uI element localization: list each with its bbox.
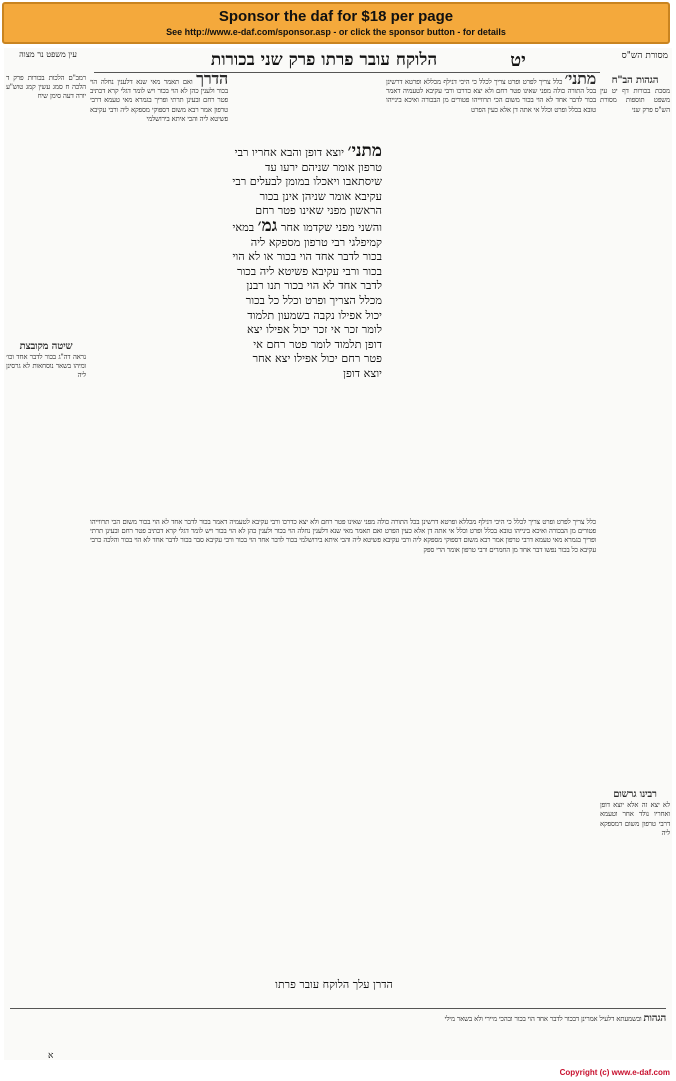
copyright-link[interactable]: Copyright (c) www.e-daf.com — [559, 1068, 670, 1077]
mishna-label: מתני׳ — [564, 74, 596, 88]
rashi-commentary — [386, 74, 596, 514]
footnote-text: ובשמעתא דלעיל אמרינן דבכור לדבר אחד הוי בכור ובהכי מיירי ולא בשאר מילי — [444, 1015, 642, 1023]
header-rule — [94, 72, 600, 73]
talmud-page — [4, 48, 672, 1060]
sponsor-title[interactable]: Sponsor the daf for $18 per page — [218, 8, 454, 25]
page-number: א — [48, 1051, 54, 1061]
mishna-heading: מתני׳ — [347, 144, 382, 161]
ein-mishpat-heading: עין משפט נר מצוה — [19, 50, 77, 59]
right-margin-column — [600, 74, 670, 684]
lower-mishna-tail: בכור לדבר אחד הוי בכור ורבי עקיבא סבר בכור לדבר אחד לא הוי בכור והלכה כרבי עקיבא כל בכור נפשו דבר אחד מן החמרים ורבי טרפון אומר הרי ספק — [90, 536, 596, 554]
gemara-opening: במאי קמיפלגי רבי טרפון מספקא ליה בכור לדבר אחד הוי בכור או לא הוי בכור ורבי עקיבא פשיטא ליה בכור לדבר אחד לא הוי בכור תנו רבנן מכלל הצריך ופרט וכלל כל בכור יכול אפילו נקבה בשמעון תלמוד לומר זכר אי זכר יכול אפילו יצא דופן תלמוד לומר פטר רחם אי פטר רחם יכול אפילו יצא אחר יוצא דופן — [232, 220, 382, 380]
tosafot-text: ואם תאמר מאי שנא דלענין נחלה הוי בכור ולענין כהן לא הוי בכור ויש לומר דגלי קרא דכתיב פטר רחם ובעינן תרתי ופריך בגמרא מאי טעמא דרבי טרפון אמר רבא משום דספוקי מספקא ליה ורבי עקיבא פשיטא ליה והכי איתא בירושלמי — [90, 78, 228, 123]
lower-tosafot-text: ואם תאמר מאי שנא דלענין נחלה הוי בכור ולענין כהן לא הוי בכור ויש לומר דגלי קרא דכתיב פטר רחם ובעינן תרתי ופריך בגמרא מאי טעמא דרבי טרפון אמר רבא משום דספוקי מספקא ליה ורבי עקיבא פשיטא ליה והכי איתא בירושלמי — [90, 527, 596, 545]
lower-commentary-block — [90, 518, 596, 974]
haderech-label: הדרך — [196, 74, 228, 88]
sponsor-subtitle: See http://www.e-daf.com/sponsor.asp - or click the sponsor button - for details — [166, 27, 506, 37]
footnote-rule — [10, 1008, 666, 1009]
sponsor-banner[interactable] — [2, 2, 670, 44]
rabbeinu-gershom-label: רבינו גרשום — [613, 789, 657, 800]
folio-number: יט — [510, 50, 526, 71]
left-margin-text: רמב"ם הלכות בכורות פרק ד הלכה ח סמג עשין קמג טוש"ע יורה דעה סימן שיח — [6, 74, 86, 101]
gemara-heading: גמ׳ — [257, 215, 278, 236]
hadran-closing: הדרן עלך הלוקח עובר פרתו — [275, 978, 393, 991]
mishna-opening: יוצא דופן והבא אחריו רבי טרפון אומר שניהם ירעו עד שיסתאבו ויאכלו במומן לבעלים רבי עקיבא אומר שניהן אינן בכור הראשון מפני שאינו פטר רחם והשני מפני שקדמו אחר — [232, 146, 382, 234]
rashi-text: כלל צריך לפרט ופרט צריך לכלל כי היכי דנילף מכללא ופרטא דרשינן בכל התורה כולה מפני שאינו פטר רחם ולא יצא כדרכו ורבי עקיבא לטעמיה דאמר בכור לדבר אחד לא הוי בכור משום הכי תרווייהו פטורים מן הבכורה ואיכא בינייהו טובא בכלל ופרט וכלל אי אתה דן אלא כעין הפרט — [386, 78, 596, 114]
page-title: הלוקח עובר פרתו פרק שני בכורות — [210, 50, 438, 70]
shita-mekubetzet-text: נראה דה"ג בכור לדבר אחד וכו׳ ומיהו בשאר נוסחאות לא גרסינן ליה — [6, 352, 86, 380]
left-margin-column — [6, 74, 86, 754]
right-margin-text: מסכת בכורות דף יט עין משפט תוספות מסורת הש"ס פרק שני — [600, 87, 670, 114]
lower-rashi-text: כלל צריך לפרט ופרט צריך לכלל כי היכי דנילף מכללא ופרטא דרשינן בכל התורה כולה מפני שאינו פטר רחם ולא יצא כדרכו ורבי עקיבא לטעמיה דאמר בכור לדבר אחד לא הוי בכור משום הכי תרווייהו פטורים מן הבכורה ואיכא בינייהו טובא בכלל ופרט וכלל אי אתה דן אלא כעין הפרט — [90, 518, 596, 536]
hagahot-label: הגהות הב"ח — [611, 75, 659, 86]
hagahot-footer-label: הגהות — [643, 1014, 666, 1024]
rabbeinu-gershom-text: לא יצא זה אלא יוצא דופן ואחריו נולד אחר וטעמא דרבי טרפון משום דמספקא ליה — [600, 801, 670, 837]
tosafot-commentary — [90, 74, 228, 514]
masoret-hashas-heading: מסורת הש"ס — [621, 51, 668, 61]
main-gemara-text — [232, 144, 382, 514]
shita-mekubetzet-label: שיטה מקובצת — [19, 340, 73, 352]
footnotes — [10, 1014, 666, 1048]
rabbeinu-gershom-column — [600, 788, 670, 1008]
